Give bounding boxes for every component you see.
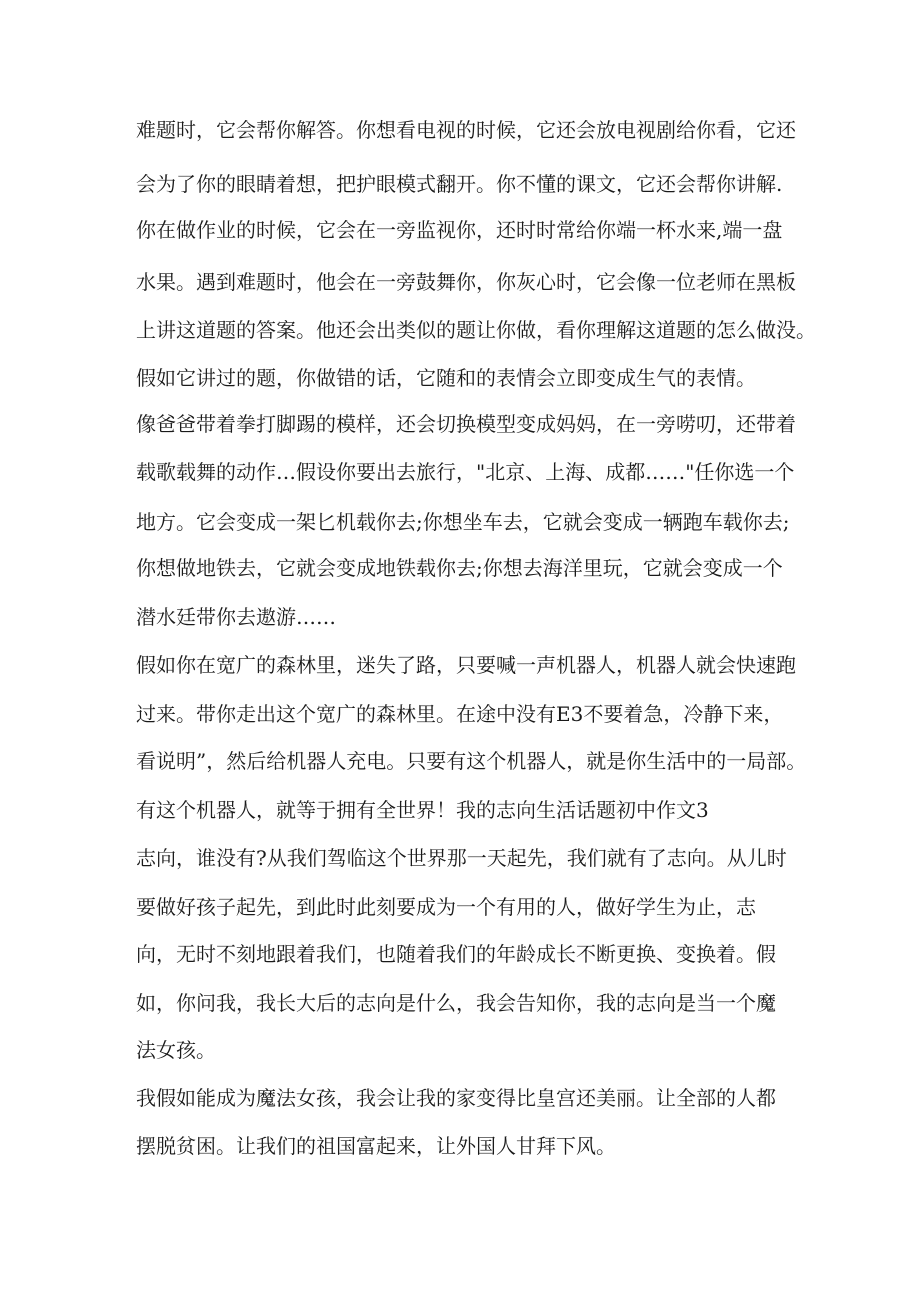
text-line: 我假如能成为魔法女孩，我会让我的家变得比皇宫还美丽。让全部的人都 [136, 1086, 776, 1110]
text-line: 如，你问我，我长大后的志向是什么，我会告知你，我的志向是当一个魔 [136, 991, 776, 1015]
text-line: 假如你在宽广的森林里，迷失了路，只要喊一声机器人，机器人就会快速跑 [136, 653, 796, 677]
text-line: 要做好孩子起先，到此时此刻要成为一个有用的人，做好学生为止，志 [136, 895, 756, 919]
text-line: 像爸爸带着拳打脚踢的模样，还会切换模型变成妈妈，在一旁唠叨，还带着 [136, 412, 796, 436]
text-line: 向，无时不刻地跟着我们，也随着我们的年龄成长不断更换、变换着。假 [136, 942, 776, 966]
text-line: 假如它讲过的题，你做错的话，它随和的表情会立即变成生气的表情。 [136, 366, 756, 390]
text-line: 看说明”，然后给机器人充电。只要有这个机器人，就是你生活中的一局部。 [136, 749, 807, 773]
text-line: 你在做作业的时候，它会在一旁监视你，还时时常给你端一杯水来,端一盘 [136, 218, 783, 242]
text-line: 水果。遇到难题时，他会在一旁鼓舞你，你灰心时，它会像一位老师在黑板 [136, 270, 796, 294]
text-line: 法女孩。 [136, 1038, 216, 1062]
text-line: 你想做地铁去，它就会变成地铁载你去;你想去海洋里玩，它就会变成一个 [136, 556, 783, 580]
text-line: 志向，谁没有?从我们驾临这个世界那一天起先，我们就有了志向。从儿时 [136, 846, 787, 870]
text-line: 潜水廷带你去遨游…… [136, 605, 336, 629]
text-line: 有这个机器人，就等于拥有全世界！我的志向生活话题初中作文3 [136, 798, 709, 822]
text-line: 难题时，它会帮你解答。你想看电视的时候，它还会放电视剧给你看，它还 [136, 118, 796, 142]
text-line: 载歌载舞的动作…假设你要出去旅行，"北京、上海、成都……"任你选一个 [136, 460, 795, 484]
text-line: 地方。它会变成一架匕机载你去;你想坐车去，它就会变成一辆跑车载你去; [136, 510, 790, 534]
text-line: 过来。带你走出这个宽广的森林里。在途中没有E3不要着急，冷静下来， [136, 702, 784, 726]
text-line: 摆脱贫困。让我们的祖国富起来，让外国人甘拜下风。 [136, 1134, 616, 1158]
text-line: 会为了你的眼睛着想，把护眼模式翻开。你不懂的课文，它还会帮你讲解. [136, 172, 783, 196]
text-line: 上讲这道题的答案。他还会出类似的题让你做，看你理解这道题的怎么做没。 [136, 318, 816, 342]
